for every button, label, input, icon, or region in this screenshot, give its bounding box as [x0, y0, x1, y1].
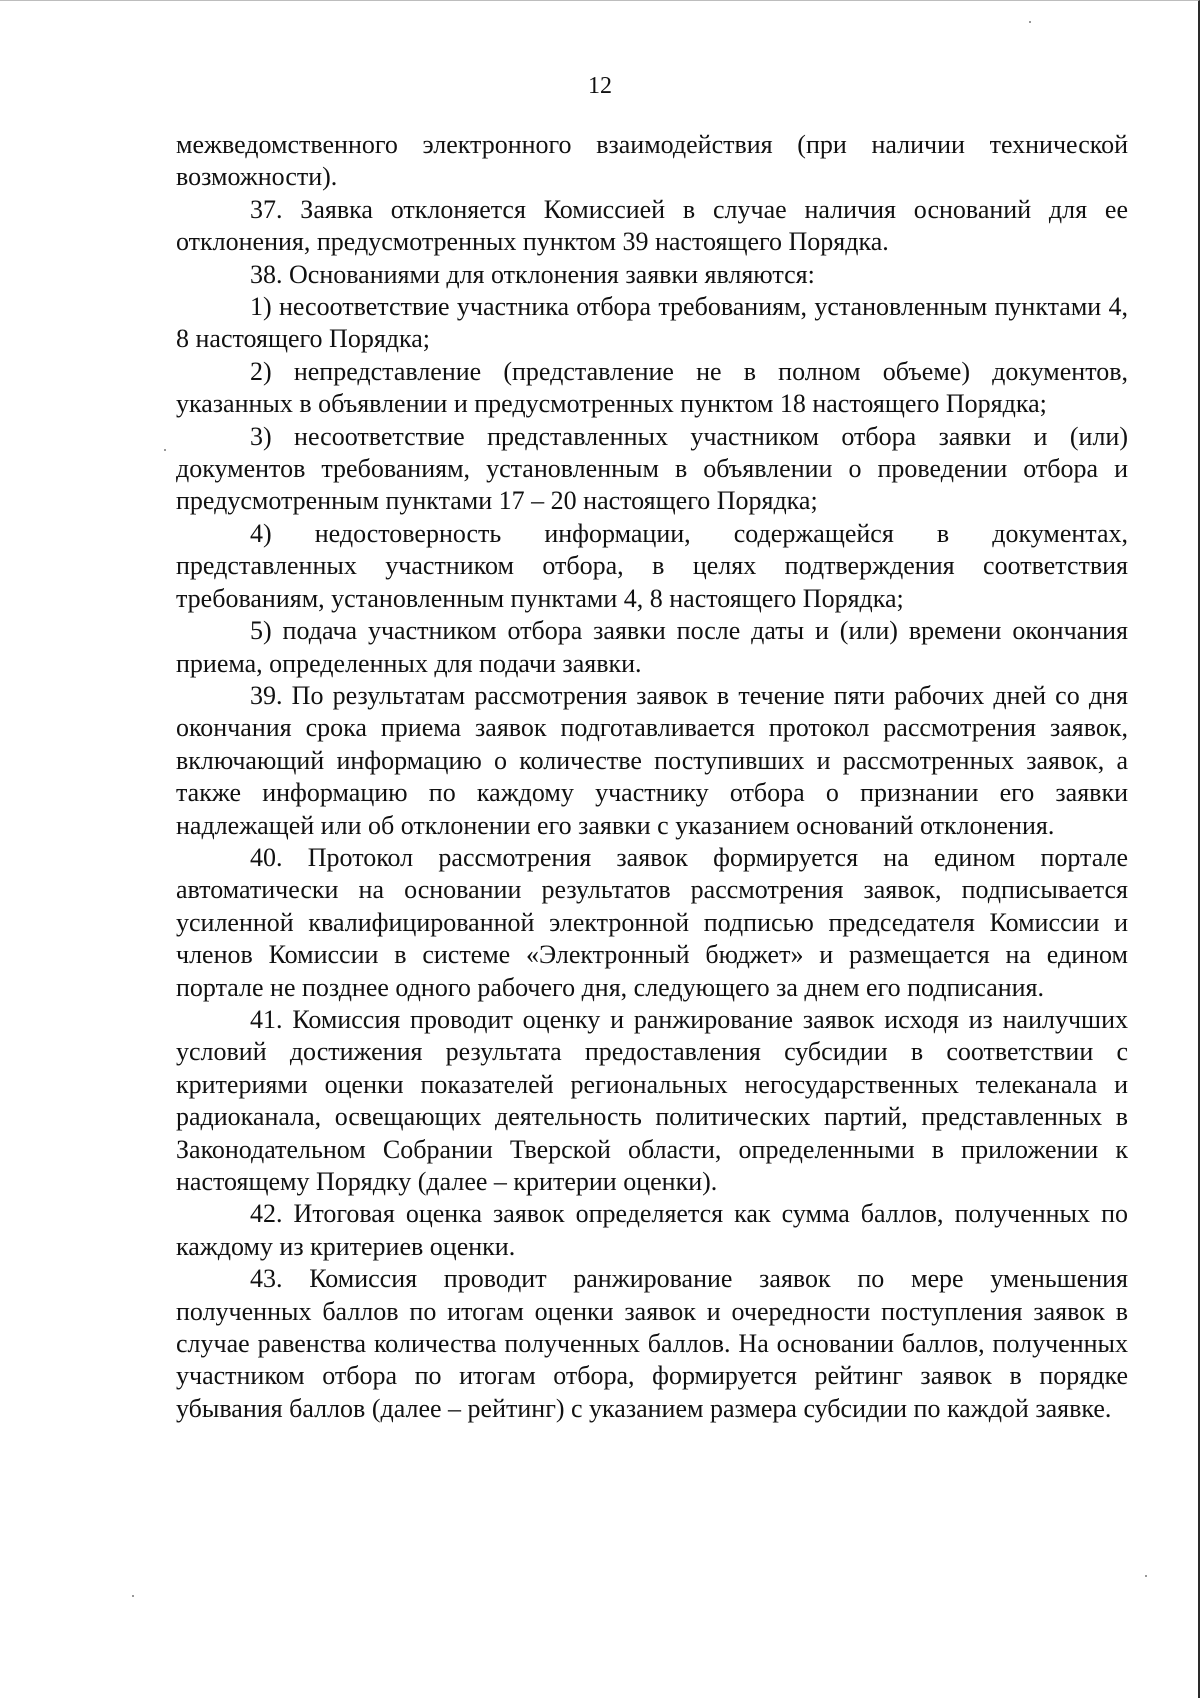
paragraph-continuation: межведомственного электронного взаимодействия (при наличии технической возможности). [176, 130, 1128, 192]
paragraph-42: 42. Итоговая оценка заявок определяется как сумма баллов, полученных по каждому из критериев оценки. [176, 1199, 1128, 1261]
paragraph-38-item-3: 3) несоответствие представленных участником отбора заявки и (или) документов требованиям, установленным в объявлении о проведении отбора и предусмотренным пунктами 17 – 20 настоящего Порядка; [176, 421, 1128, 516]
document-body [176, 129, 1128, 1425]
paragraph-40: 40. Протокол рассмотрения заявок формируется на едином портале автоматически на основании результатов рассмотрения заявок, подписывается усиленной квалифицированной электронной подписью председателя Комиссии и членов Комиссии в системе «Электронный бюджет» и размещается на едином портале не позднее одного рабочего дня, следующего за днем его подписания. [176, 842, 1128, 1002]
scan-speck [1145, 1575, 1147, 1577]
paragraph-38-item-1: 1) несоответствие участника отбора требованиям, установленным пунктами 4, 8 настоящего Порядка; [176, 292, 1128, 354]
scan-speck [132, 1595, 134, 1597]
paragraph-43: 43. Комиссия проводит ранжирование заявок по мере уменьшения полученных баллов по итогам оценки заявок и очередности поступления заявок в случае равенства количества полученных баллов. На основании баллов, полученных участником отбора по итогам отбора, формируется рейтинг заявок в порядке убывания баллов (далее – рейтинг) с указанием размера субсидии по каждой заявке. [176, 1264, 1128, 1423]
paragraph-38-item-2: 2) непредставление (представление не в полном объеме) документов, указанных в объявлении и предусмотренных пунктом 18 настоящего Порядка; [176, 356, 1128, 419]
scan-speck [1029, 21, 1031, 23]
paragraph-38-item-4: 4) недостоверность информации, содержащейся в документах, представленных участником отбора, в целях подтверждения соответствия требованиям, установленным пунктами 4, 8 настоящего Порядка; [176, 518, 1128, 613]
scan-speck [164, 449, 166, 451]
paragraph-38: 38. Основаниями для отклонения заявки являются: [250, 259, 815, 289]
paragraph-37: 37. Заявка отклоняется Комиссией в случае наличия оснований для ее отклонения, предусмотренных пунктом 39 настоящего Порядка. [176, 194, 1128, 257]
paragraph-39: 39. По результатам рассмотрения заявок в течение пяти рабочих дней со дня окончания срока приема заявок подготавливается протокол рассмотрения заявок, включающий информацию о количестве поступивших и рассмотренных заявок, а также информацию по каждому участнику отбора о признании его заявки надлежащей или об отклонении его заявки с указанием оснований отклонения. [176, 680, 1128, 840]
paragraph-41: 41. Комиссия проводит оценку и ранжирование заявок исходя из наилучших условий достижения результата предоставления субсидии в соответствии с критериями оценки показателей региональных негосударственных телеканала и радиоканала, освещающих деятельность политических партий, представленных в Законодательном Собрании Тверской области, определенными в приложении к настоящему Порядку (далее – критерии оценки). [176, 1004, 1128, 1196]
paragraph-38-item-5: 5) подача участником отбора заявки после даты и (или) времени окончания приема, определенных для подачи заявки. [176, 616, 1128, 678]
page-number: 12 [588, 73, 612, 99]
